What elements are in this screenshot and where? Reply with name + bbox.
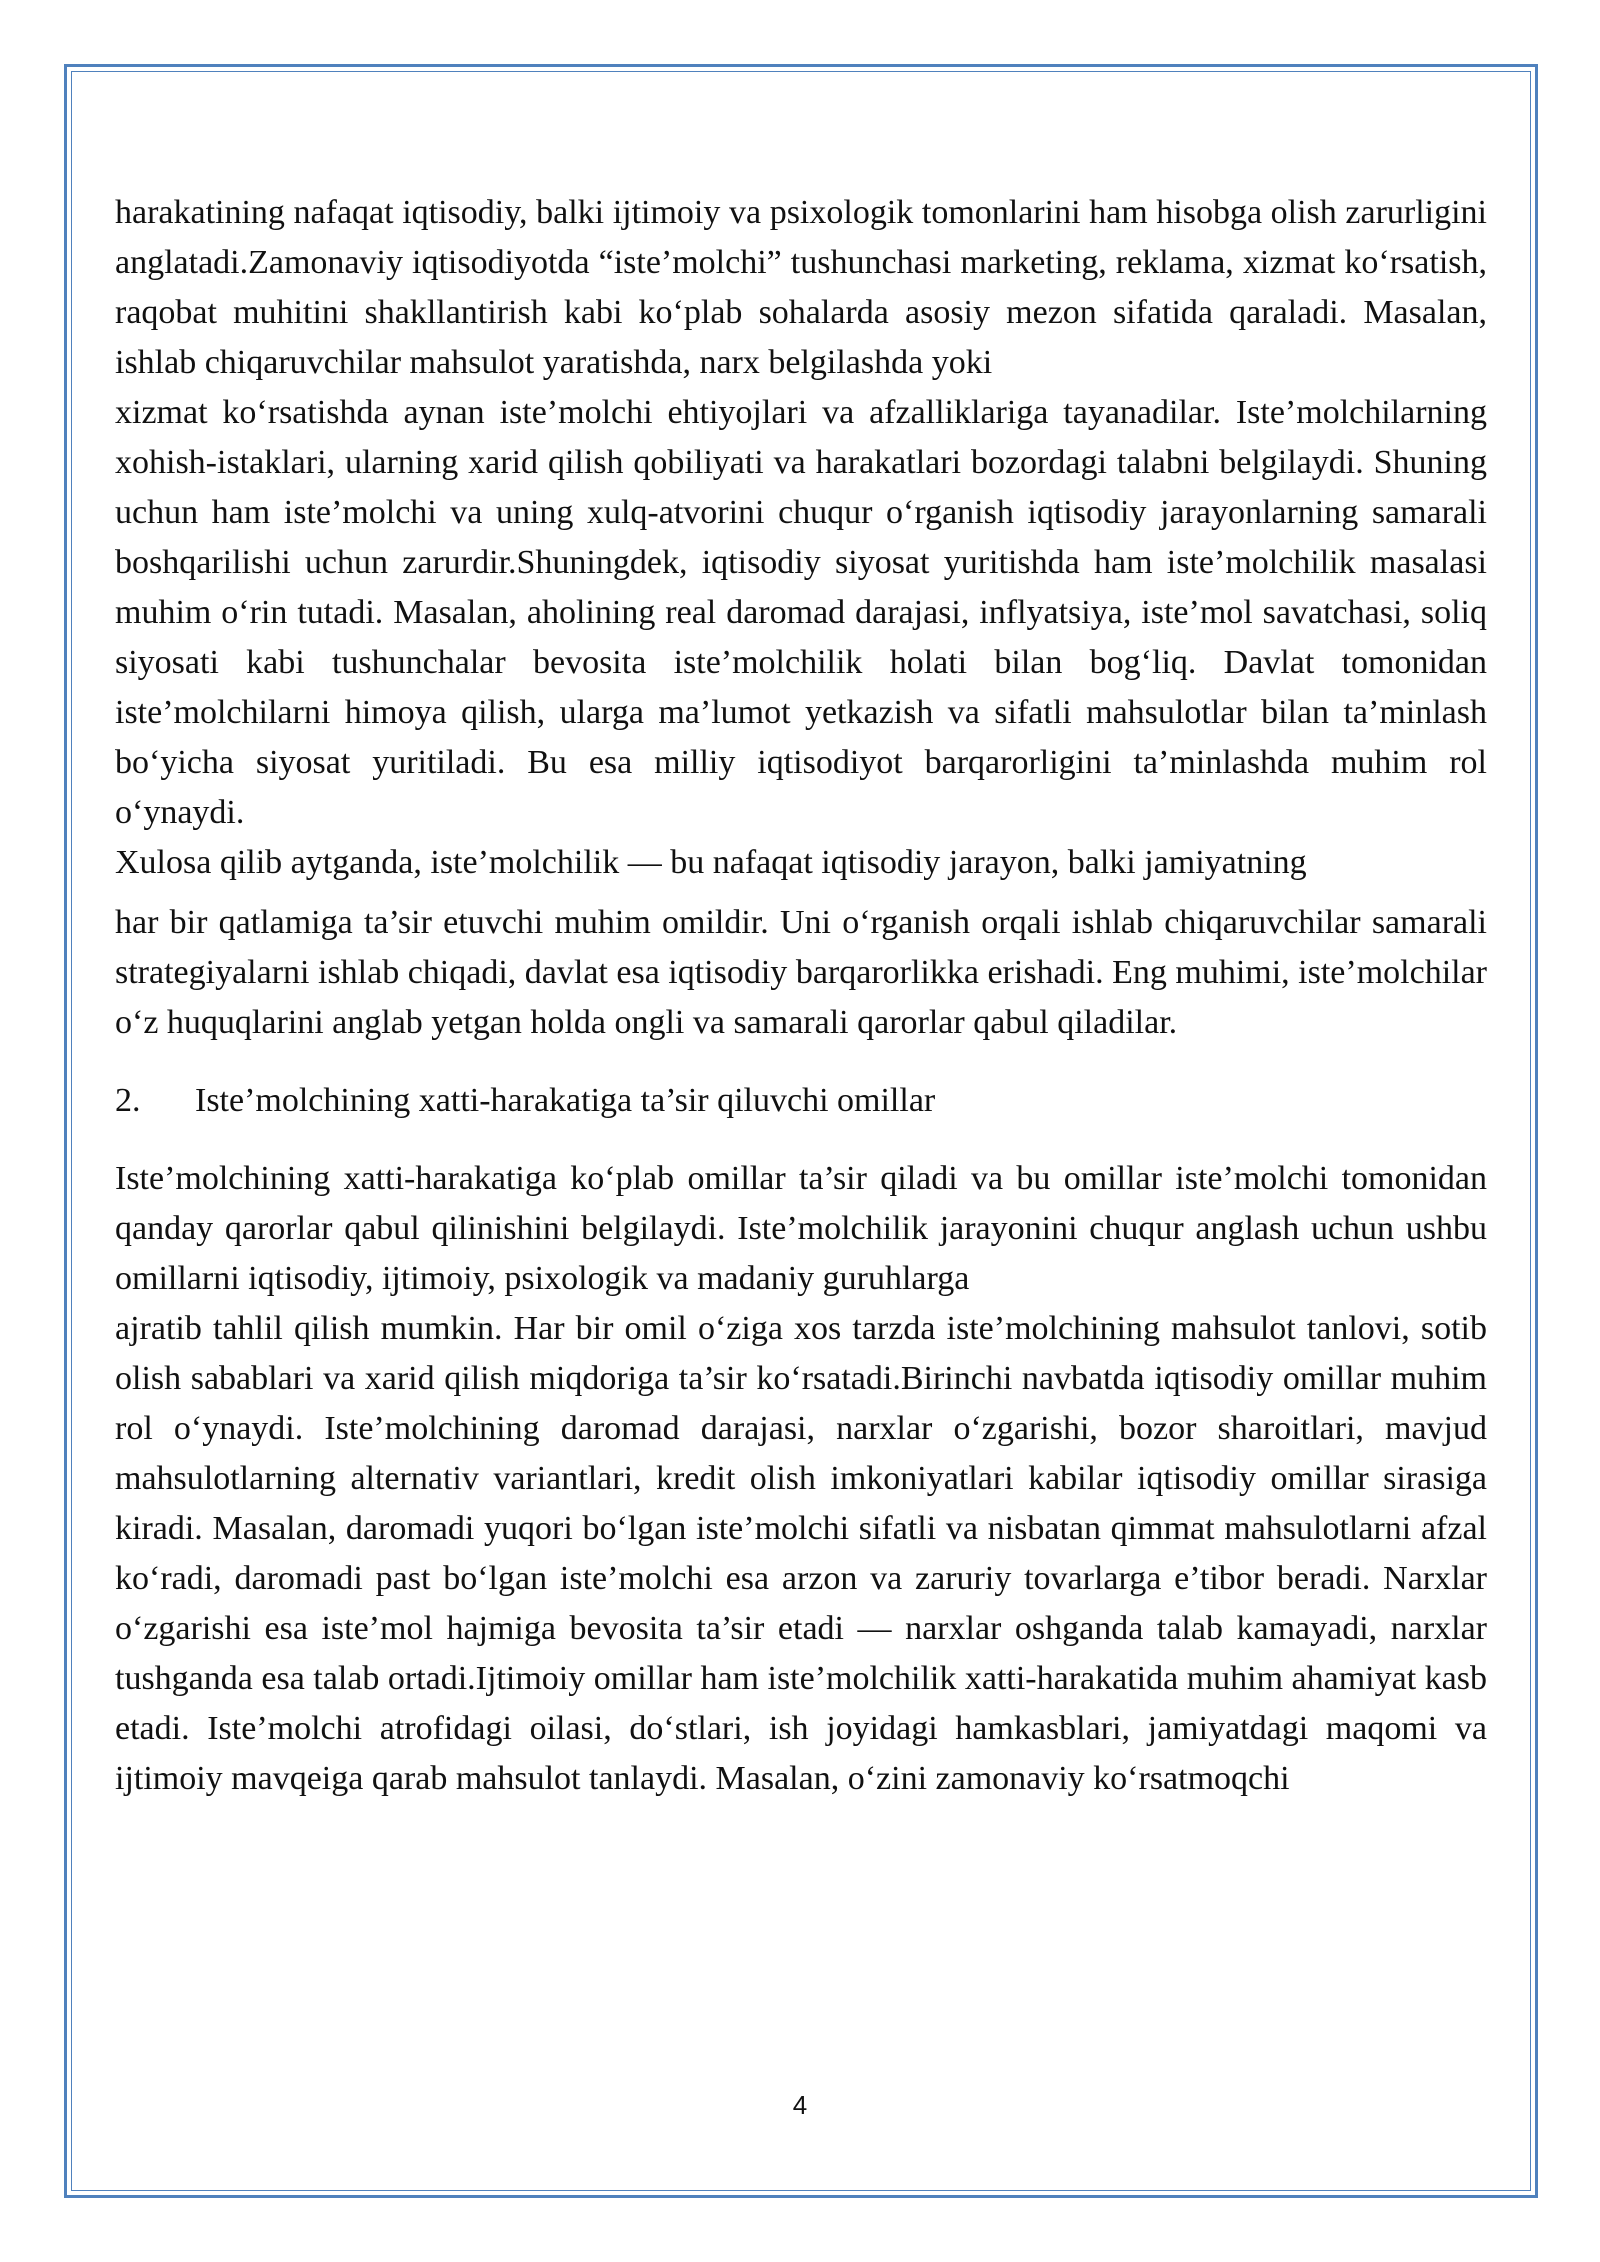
document-body — [115, 188, 1487, 1804]
section-heading-text: Iste’molchining xatti-harakatiga ta’sir qiluvchi omillar — [195, 1082, 936, 1119]
section-paragraph-1: Iste’molchining xatti-harakatiga ko‘plab omillar ta’sir qiladi va bu omillar iste’molchi tomonidan qanday qarorlar qabul qilinishini belgilaydi. Iste’molchilik jarayonini chuqur anglash uchun ushbu omillarni iqtisodiy, ijtimoiy, psixologik va madaniy guruhlarga — [115, 1160, 1487, 1297]
paragraph-3: Xulosa qilib aytganda, iste’molchilik — bu nafaqat iqtisodiy jarayon, balki jamiyatning — [115, 844, 1307, 881]
paragraph-1: harakatining nafaqat iqtisodiy, balki ijtimoiy va psixologik tomonlarini ham hisobga olish zarurligini anglatadi.Zamonaviy iqtisodiyotda “iste’molchi” tushunchasi marketing, reklama, xizmat ko‘rsatish, raqobat muhitini shakllantirish kabi ko‘plab sohalarda asosiy mezon sifatida qaraladi. Masalan, ishlab chiqaruvchilar mahsulot yaratishda, narx belgilashda yoki — [115, 194, 1487, 381]
section-heading — [115, 1076, 1487, 1126]
page-number: 4 — [792, 2090, 808, 2120]
paragraph-4: har bir qatlamiga ta’sir etuvchi muhim omildir. Uni o‘rganish orqali ishlab chiqaruvchilar samarali strategiyalarni ishlab chiqadi, davlat esa iqtisodiy barqarorlikka erishadi. Eng muhimi, iste’molchilar o‘z huquqlarini anglab yetgan holda ongli va samarali qarorlar qabul qiladilar. — [115, 904, 1487, 1041]
section-heading-number: 2. — [115, 1082, 141, 1119]
section-paragraph-2: ajratib tahlil qilish mumkin. Har bir omil o‘ziga xos tarzda iste’molchining mahsulot tanlovi, sotib olish sabablari va xarid qilish miqdoriga ta’sir ko‘rsatadi.Birinchi navbatda iqtisodiy omillar muhim rol o‘ynaydi. Iste’molchining daromad darajasi, narxlar o‘zgarishi, bozor sharoitlari, mavjud mahsulotlarning alternativ variantlari, kredit olish imkoniyatlari kabilar iqtisodiy omillar sirasiga kiradi. Masalan, daromadi yuqori bo‘lgan iste’molchi sifatli va nisbatan qimmat mahsulotlarni afzal ko‘radi, daromadi past bo‘lgan iste’molchi esa arzon va zaruriy tovarlarga e’tibor beradi. Narxlar o‘zgarishi esa iste’mol hajmiga bevosita ta’sir etadi — narxlar oshganda talab kamayadi, narxlar tushganda esa talab ortadi.Ijtimoiy omillar ham iste’molchilik xatti-harakatida muhim ahamiyat kasb etadi. Iste’molchi atrofidagi oilasi, do‘stlari, ish joyidagi hamkasblari, jamiyatdagi maqomi va ijtimoiy mavqeiga qarab mahsulot tanlaydi. Masalan, o‘zini zamonaviy ko‘rsatmoqchi — [115, 1310, 1487, 1797]
paragraph-2: xizmat ko‘rsatishda aynan iste’molchi ehtiyojlari va afzalliklariga tayanadilar. Iste’molchilarning xohish-istaklari, ularning xarid qilish qobiliyati va harakatlari bozordagi talabni belgilaydi. Shuning uchun ham iste’molchi va uning xulq-atvorini chuqur o‘rganish iqtisodiy jarayonlarning samarali boshqarilishi uchun zarurdir.Shuningdek, iqtisodiy siyosat yuritishda ham iste’molchilik masalasi muhim o‘rin tutadi. Masalan, aholining real daromad darajasi, inflyatsiya, iste’mol savatchasi, soliq siyosati kabi tushunchalar bevosita iste’molchilik holati bilan bog‘liq. Davlat tomonidan iste’molchilarni himoya qilish, ularga ma’lumot yetkazish va sifatli mahsulotlar bilan ta’minlash bo‘yicha siyosat yuritiladi. Bu esa milliy iqtisodiyot barqarorligini ta’minlashda muhim rol o‘ynaydi. — [115, 394, 1487, 831]
